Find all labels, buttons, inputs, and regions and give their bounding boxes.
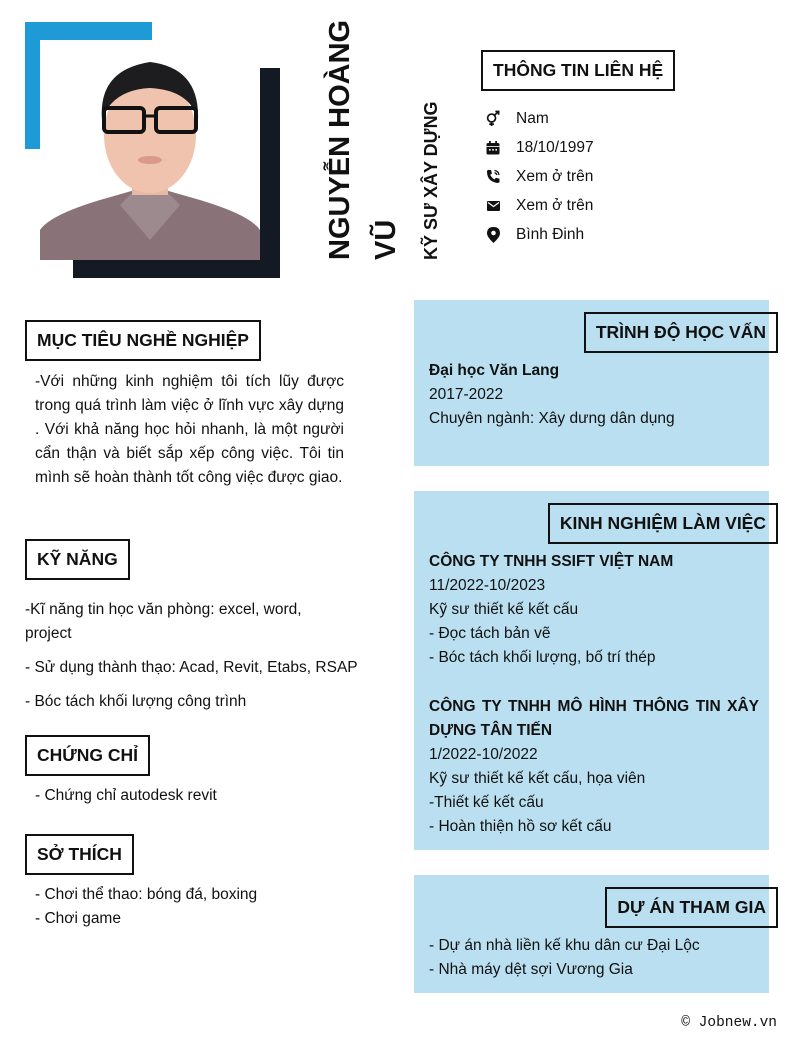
email-icon: [485, 198, 501, 214]
projects-panel: [414, 875, 769, 993]
calendar-icon: [485, 140, 501, 156]
candidate-name-line2: VŨ: [370, 219, 402, 260]
objective-text: -Với những kinh nghiệm tôi tích lũy được trong quá trình làm việc ở lĩnh vực xây dựng . Với khả năng học hỏi nhanh, là một người cẩn thận và biết sắp xếp công việc. Tôi tin mình sẽ hoàn thành tốt công việc được giao.: [35, 373, 344, 486]
job-company: CÔNG TY TNHH SSIFT VIỆT NAM: [429, 553, 674, 570]
job-role: Kỹ sư thiết kế kết cấu, họa viên: [429, 770, 646, 787]
gender-icon: [485, 111, 501, 127]
avatar: [40, 40, 260, 260]
job-task: -Thiết kế kết cấu: [429, 794, 544, 811]
job-entry: [429, 550, 759, 670]
job-period: 11/2022-10/2023: [429, 577, 546, 594]
education-major: Chuyên ngành: Xây dưng dân dụng: [429, 410, 675, 427]
contact-birthday: 18/10/1997: [485, 133, 675, 162]
hobbies-section: [25, 834, 134, 875]
location-icon: [485, 227, 501, 243]
hobby-item: - Chơi thể thao: bóng đá, boxing: [35, 886, 258, 903]
education-body: [429, 359, 759, 431]
contact-gender: Nam: [485, 104, 675, 133]
job-period: 1/2022-10/2022: [429, 746, 538, 763]
education-years: 2017-2022: [429, 386, 504, 403]
projects-body: [429, 934, 759, 982]
certificates-section: [25, 735, 150, 776]
phone-icon: [485, 169, 501, 185]
skills-heading: KỸ NĂNG: [25, 539, 130, 580]
job-role: Kỹ sư thiết kế kết cấu: [429, 601, 579, 618]
skill-item: - Sử dụng thành thạo: Acad, Revit, Etabs, RSAP: [25, 659, 358, 676]
experience-panel: [414, 491, 769, 850]
contact-section: [481, 50, 675, 249]
footer-copyright: © Jobnew.vn: [681, 1015, 777, 1031]
objective-section: [25, 320, 261, 361]
job-task: - Hoàn thiện hồ sơ kết cấu: [429, 818, 612, 835]
job-task: - Đọc tách bản vẽ: [429, 625, 551, 642]
contact-location: Bình Đinh: [485, 220, 675, 249]
objective-heading: MỤC TIÊU NGHỀ NGHIỆP: [25, 320, 261, 361]
skill-item: -Kĩ năng tin học văn phòng: excel, word, project: [25, 601, 302, 642]
contact-heading: THÔNG TIN LIÊN HỆ: [481, 50, 675, 91]
school-name: Đại học Văn Lang: [429, 362, 560, 379]
skills-section: [25, 539, 130, 580]
job-company: CÔNG TY TNHH MÔ HÌNH THÔNG TIN XÂY: [429, 698, 759, 715]
project-item: - Dự án nhà liền kế khu dân cư Đại Lộc: [429, 937, 700, 954]
portrait-image: [40, 40, 260, 260]
education-heading: TRÌNH ĐỘ HỌC VẤN: [584, 312, 778, 353]
job-company-cont: DỰNG TÂN TIẾN: [429, 722, 553, 739]
contact-list: [485, 104, 675, 249]
skill-item: - Bóc tách khối lượng công trình: [25, 693, 247, 710]
hobbies-heading: SỞ THÍCH: [25, 834, 134, 875]
contact-email: Xem ở trên: [485, 191, 675, 220]
education-panel: [414, 300, 769, 466]
job-task: - Bóc tách khối lượng, bố trí thép: [429, 649, 656, 666]
certificate-item: - Chứng chỉ autodesk revit: [35, 787, 217, 804]
contact-phone: Xem ở trên: [485, 162, 675, 191]
job-title: KỸ SƯ XÂY DỰNG: [421, 101, 441, 260]
project-item: - Nhà máy dệt sợi Vương Gia: [429, 961, 633, 978]
experience-heading: KINH NGHIỆM LÀM VIỆC: [548, 503, 778, 544]
job-entry: [429, 695, 759, 839]
certificates-heading: CHỨNG CHỈ: [25, 735, 150, 776]
hobby-item: - Chơi game: [35, 910, 121, 927]
candidate-name-line1: NGUYỄN HOÀNG: [324, 19, 356, 260]
projects-heading: DỰ ÁN THAM GIA: [605, 887, 778, 928]
